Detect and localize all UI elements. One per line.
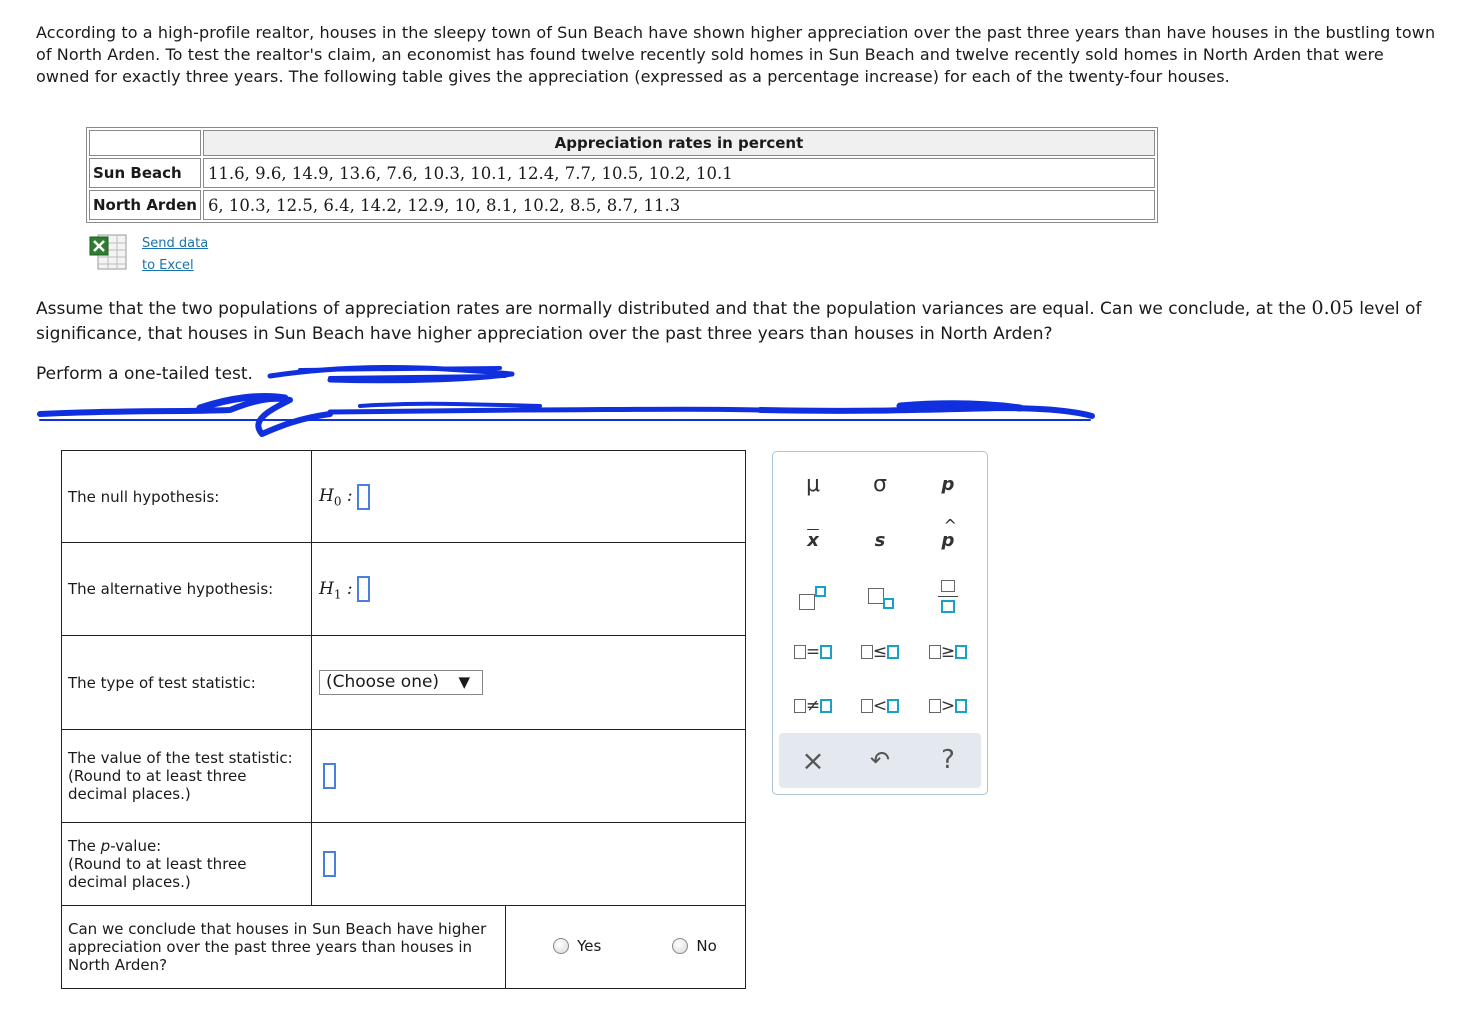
test-type-label: The type of test statistic: [62, 636, 312, 730]
question-part2: level of significance, that houses in Sun Beach have higher appreciation over the past three years than houses in North Arden? [36, 299, 1422, 344]
test-statistic-label [62, 730, 312, 823]
send-data-link[interactable] [142, 233, 222, 277]
p-value-label-post: -value: [110, 837, 162, 855]
test-statistic-field [312, 730, 746, 823]
undo-icon[interactable]: ↶ [869, 746, 891, 774]
alternative-hypothesis-field: $H_1$ : [312, 543, 746, 636]
send-data-link-line1[interactable]: Send data [142, 236, 209, 251]
row-label-sun-beach: Sun Beach [89, 158, 201, 188]
send-to-excel[interactable] [88, 233, 222, 277]
alternative-hypothesis-symbol: H [319, 578, 334, 599]
test-type-select[interactable] [319, 670, 483, 695]
p-hat-letter[interactable]: p [941, 529, 955, 551]
x-bar-button[interactable]: $\overline{x}$ [807, 529, 819, 551]
null-hypothesis-subscript: 0 [333, 494, 342, 509]
help-icon[interactable]: ? [941, 745, 955, 775]
row-values-north-arden: 6, 10.3, 12.5, 6.4, 14.2, 12.9, 10, 8.1, 10.2, 8.5, 8.7, 11.3 [203, 190, 1155, 220]
row-values-sun-beach: 11.6, 9.6, 14.9, 13.6, 7.6, 10.3, 10.1, 12.4, 7.7, 10.5, 10.2, 10.1 [203, 158, 1155, 188]
not-equal-button[interactable] [783, 686, 843, 726]
no-radio-label[interactable]: No [696, 936, 717, 955]
greater-equal-symbol[interactable]: ≥ [940, 642, 956, 662]
no-radio-button[interactable] [672, 938, 688, 954]
answer-table [61, 450, 746, 989]
question-part1: Assume that the two populations of appreciation rates are normally distributed and that the population variances are equal. Can we conclude, at the [36, 299, 1312, 319]
p-value-label-pre: The [68, 837, 101, 855]
p-value-input[interactable] [323, 851, 336, 877]
equals-symbol[interactable]: = [805, 642, 821, 662]
excel-icon[interactable] [88, 233, 128, 271]
problem-intro: According to a high-profile realtor, houses in the sleepy town of Sun Beach have shown higher appreciation over the past three years than have houses in the bustling town of North Arden. To test the realtor's claim, an economist has found twelve recently sold homes in Sun Beach and twelve recently sold homes in North Arden that were owned for exactly three years. The following table gives the appreciation (expressed as a percentage increase) for each of the twenty-four houses. [36, 23, 1436, 86]
p-hat-button[interactable]: ^ p [941, 515, 957, 551]
yes-radio-label[interactable]: Yes [577, 936, 602, 955]
null-hypothesis-input[interactable] [357, 484, 370, 510]
less-equal-symbol[interactable]: ≤ [872, 642, 888, 662]
conclusion-question: Can we conclude that houses in Sun Beach have higher appreciation over the past three years than houses in North Arden? [62, 906, 506, 989]
symbol-palette [772, 451, 988, 795]
s-button[interactable]: s [874, 529, 886, 551]
p-value-label-p: p [100, 837, 111, 855]
null-hypothesis-label: The null hypothesis: [62, 451, 312, 543]
sigma-button[interactable]: σ [873, 471, 887, 497]
test-statistic-input[interactable] [323, 763, 336, 789]
test-statistic-label-text: The value of the test statistic: [68, 749, 293, 767]
clear-icon[interactable]: × [801, 743, 825, 777]
alternative-hypothesis-input[interactable] [357, 576, 370, 602]
send-data-link-line2[interactable]: to Excel [142, 258, 194, 273]
table-corner [89, 130, 201, 156]
yes-radio[interactable] [553, 937, 601, 955]
p-button[interactable]: p [941, 473, 955, 495]
greater-than-symbol[interactable]: > [940, 696, 956, 716]
row-label-north-arden: North Arden [89, 190, 201, 220]
data-table [86, 127, 1158, 223]
conclusion-options [506, 906, 746, 989]
test-type-field [312, 636, 746, 730]
alternative-hypothesis-label: The alternative hypothesis: [62, 543, 312, 636]
less-than-symbol[interactable]: < [872, 696, 888, 716]
null-hypothesis-symbol: H [319, 486, 334, 506]
less-than-button[interactable] [850, 686, 910, 726]
test-statistic-round-note: (Round to at least three decimal places.) [68, 767, 247, 803]
greater-equal-button[interactable] [918, 632, 978, 672]
alpha-value: 0.05 [1311, 297, 1354, 319]
dropdown-arrow-icon[interactable]: ▼ [458, 673, 470, 691]
not-equal-symbol[interactable]: ≠ [805, 696, 821, 716]
mu-button[interactable]: μ [806, 471, 820, 497]
perform-instruction: Perform a one-tailed test. [36, 364, 253, 384]
p-value-field [312, 823, 746, 906]
alternative-hypothesis-subscript: 1 [333, 586, 342, 601]
equals-button[interactable] [783, 632, 843, 672]
test-type-select-value: (Choose one) [326, 672, 440, 692]
subscript-button[interactable] [850, 578, 910, 618]
question-text [36, 296, 1446, 347]
null-hypothesis-field: $H_0$ : [312, 451, 746, 543]
greater-than-button[interactable] [918, 686, 978, 726]
fraction-button[interactable] [918, 578, 978, 618]
less-equal-button[interactable] [850, 632, 910, 672]
no-radio[interactable] [672, 937, 716, 955]
table-header: Appreciation rates in percent [203, 130, 1155, 156]
superscript-button[interactable] [783, 578, 843, 618]
yes-radio-button[interactable] [553, 938, 569, 954]
palette-actions [779, 733, 981, 788]
p-value-round-note: (Round to at least three decimal places.) [68, 855, 247, 891]
p-value-label [62, 823, 312, 906]
